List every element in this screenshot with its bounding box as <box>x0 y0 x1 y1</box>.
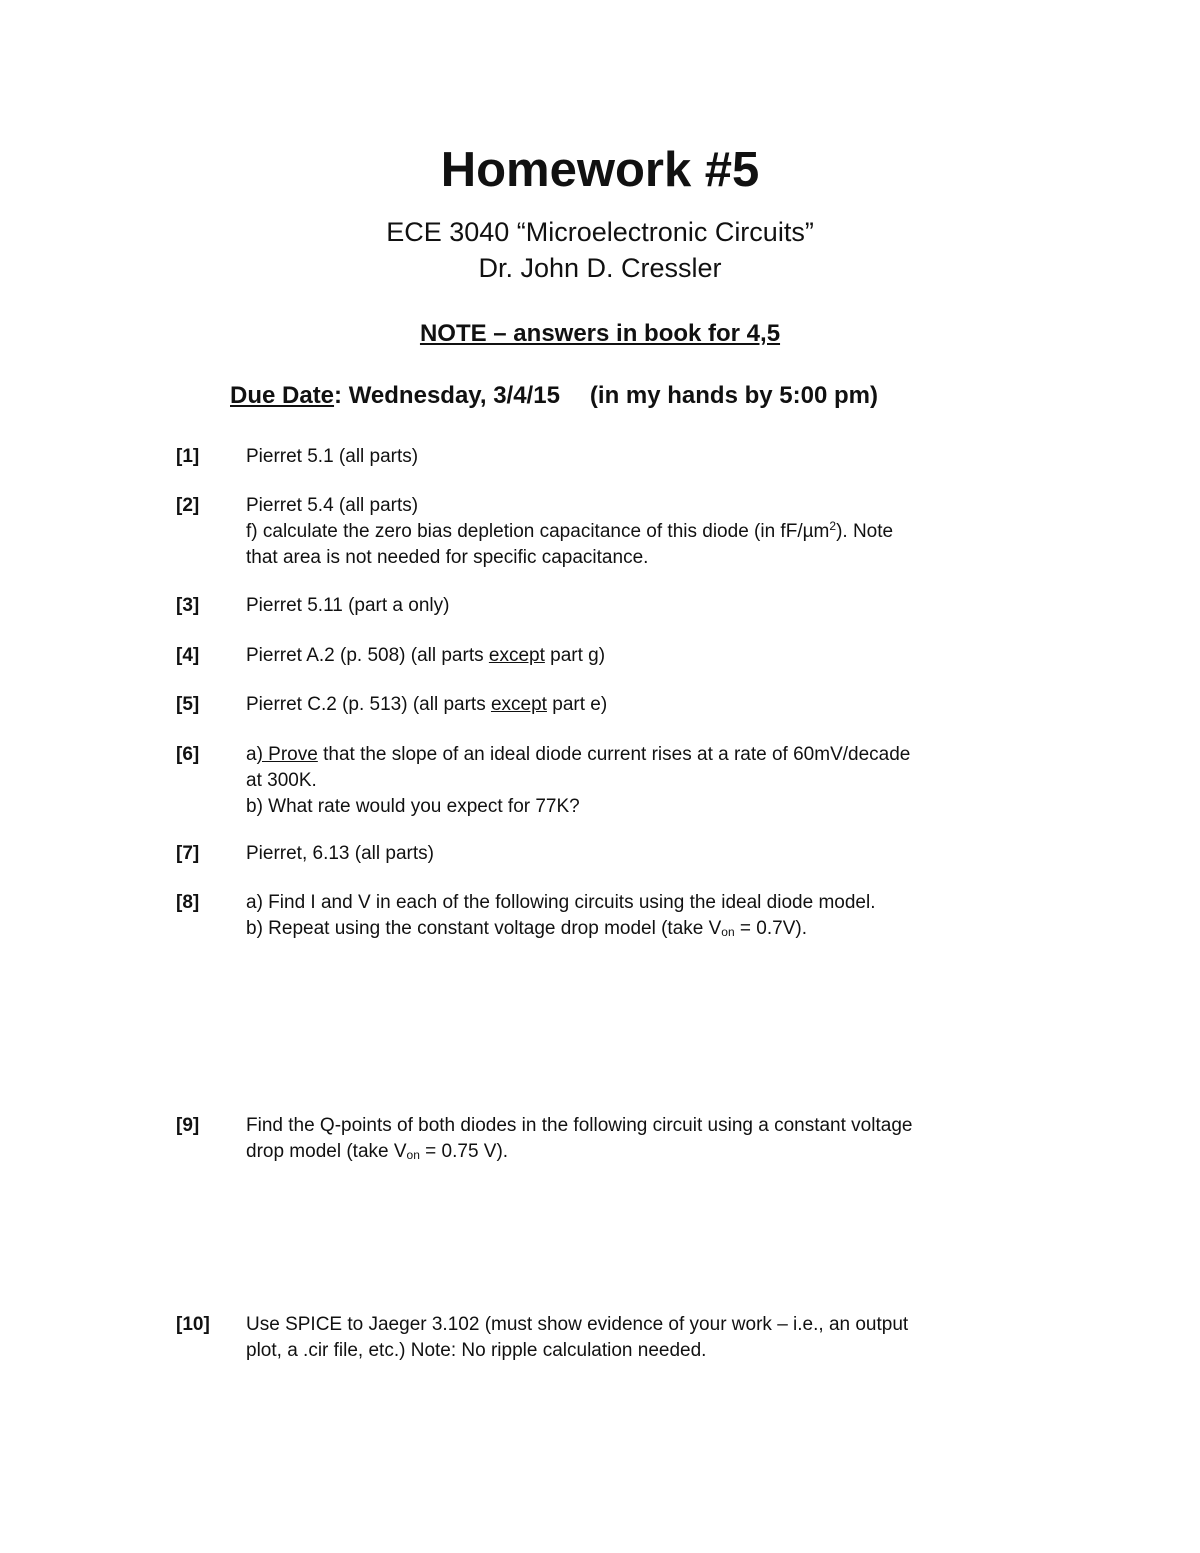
problem-line: b) What rate would you expect for 77K? <box>246 796 580 817</box>
page-title: Homework #5 <box>440 143 760 197</box>
problem-line-part: part e) <box>546 694 608 715</box>
problem-text <box>246 742 1016 820</box>
problem-line-part: drop model (take V <box>246 1141 407 1162</box>
problem-line: Pierret, 6.13 (all parts) <box>246 843 434 864</box>
answers-note-text: NOTE – answers in book for 4,5 <box>419 320 781 347</box>
problem-text <box>246 444 1016 470</box>
problem-line <box>246 1139 1016 1165</box>
problem-line-part: f) calculate the zero bias depletion capacitance of this diode (in fF/µm <box>246 521 830 542</box>
problem-line-part: that the slope of an ideal diode current rises at a rate of 60mV/decade <box>317 744 911 765</box>
problem-line: Pierret 5.1 (all parts) <box>246 446 419 467</box>
problem-line-part: Pierret C.2 (p. 513) (all parts <box>246 694 491 715</box>
problem-text <box>246 841 1016 867</box>
due-date-value: Wednesday, 3/4/15 <box>348 382 560 409</box>
problem-text <box>246 643 1016 669</box>
due-date-time: (in my hands by 5:00 pm) <box>589 382 878 409</box>
answers-note <box>0 318 1200 350</box>
problem-line-part: part g) <box>544 645 606 666</box>
subscript: on <box>721 925 735 939</box>
problem-line-part: b) Repeat using the constant voltage drop model (take V <box>246 918 722 939</box>
underlined-word: ) Prove <box>256 744 318 765</box>
problem-number: [3] <box>176 595 200 616</box>
problem-line <box>246 643 1016 669</box>
problem-number: [8] <box>176 892 200 913</box>
problem-line: that area is not needed for specific capacitance. <box>246 547 649 568</box>
due-date-label: Due Date <box>230 382 335 409</box>
problem-number: [10] <box>176 1314 210 1335</box>
problem-text <box>246 1312 1016 1364</box>
underlined-word: except <box>488 645 545 666</box>
problem-line: Find the Q-points of both diodes in the following circuit using a constant voltage <box>246 1115 913 1136</box>
problem-line: a) Find I and V in each of the following circuits using the ideal diode model. <box>246 892 876 913</box>
underlined-word: except <box>490 694 547 715</box>
problem-number: [9] <box>176 1115 200 1136</box>
problem-line-part: = 0.75 V). <box>419 1141 509 1162</box>
problem-line: Pierret 5.11 (part a only) <box>246 595 450 616</box>
instructor-name: Dr. John D. Cressler <box>478 253 722 283</box>
problem-line <box>246 742 1016 768</box>
problem-number: [2] <box>176 495 200 516</box>
problem-line: plot, a .cir file, etc.) Note: No ripple calculation needed. <box>246 1340 707 1361</box>
problem-number: [4] <box>176 645 200 666</box>
due-date-colon: : <box>334 382 343 409</box>
problem-text <box>246 593 1016 619</box>
problem-line: at 300K. <box>246 770 317 791</box>
subscript: on <box>406 1148 420 1162</box>
problem-line-part: a <box>246 744 257 765</box>
problem-line: Pierret 5.4 (all parts) <box>246 495 419 516</box>
problem-number: [6] <box>176 744 200 765</box>
problem-number: [7] <box>176 843 200 864</box>
problem-text <box>246 493 1016 571</box>
problem-number: [1] <box>176 446 200 467</box>
problem-line <box>246 916 1016 942</box>
problem-line-part: = 0.7V). <box>734 918 808 939</box>
problem-line-part: Pierret A.2 (p. 508) (all parts <box>246 645 489 666</box>
due-date-line <box>230 380 878 412</box>
superscript: 2 <box>829 519 837 533</box>
problem-line <box>246 519 1016 545</box>
problem-line <box>246 692 1016 718</box>
problem-text <box>246 890 1016 942</box>
problem-text <box>246 1113 1016 1165</box>
problem-text <box>246 692 1016 718</box>
problem-line-part: ). Note <box>836 521 894 542</box>
problem-number: [5] <box>176 694 200 715</box>
problem-line: Use SPICE to Jaeger 3.102 (must show evidence of your work – i.e., an output <box>246 1314 909 1335</box>
course-name: ECE 3040 “Microelectronic Circuits” <box>386 217 814 247</box>
